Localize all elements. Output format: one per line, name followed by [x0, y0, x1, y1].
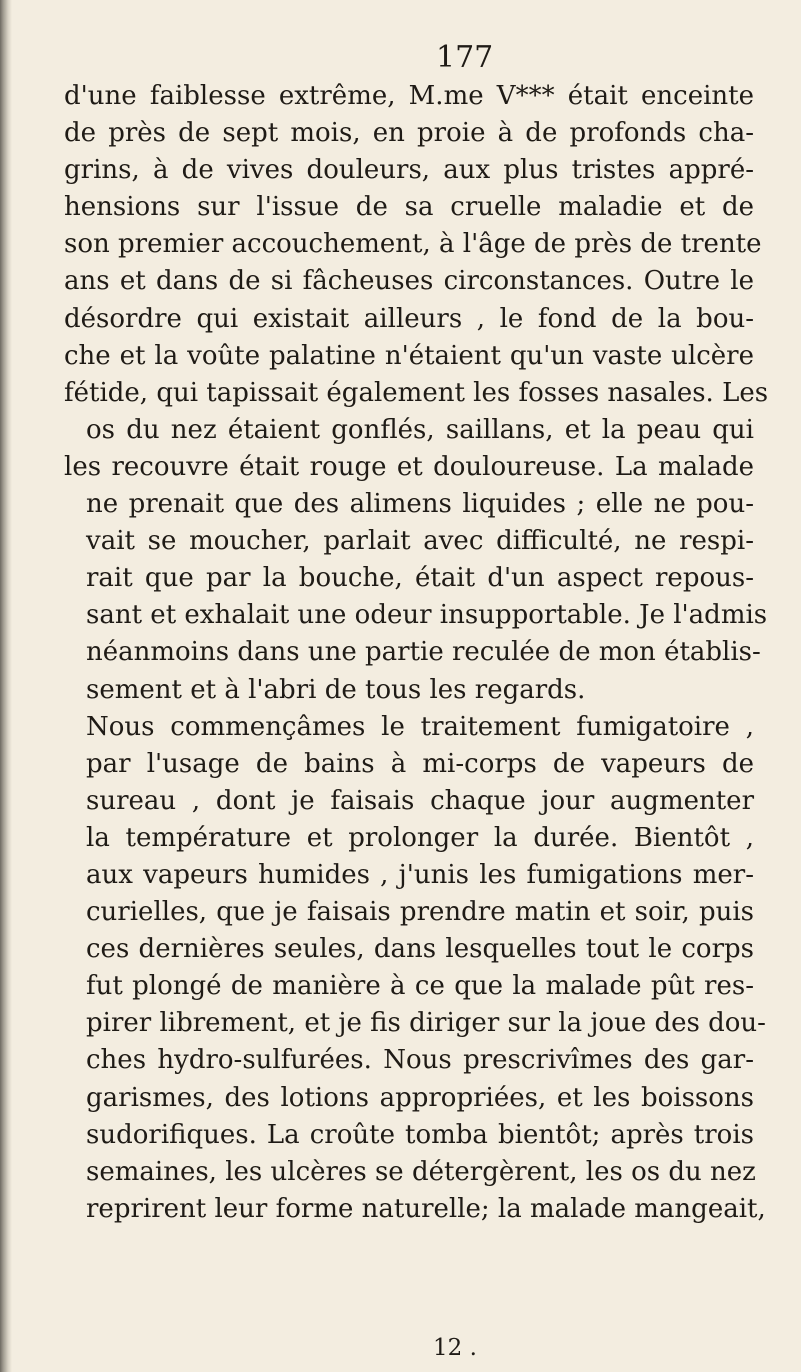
text-line: pirer librement, et je fis diriger sur la joue des dou- — [86, 1008, 766, 1039]
text-line: sureau , dont je faisais chaque jour augmenter — [86, 785, 754, 816]
text-line: Nous commençâmes le traitement fumigatoire , — [86, 711, 754, 742]
text-line: garismes, des lotions appropriées, et les boissons — [86, 1082, 754, 1113]
body-text — [64, 78, 769, 1228]
text-line: ches hydro-sulfurées. Nous prescrivîmes des gar- — [86, 1045, 754, 1076]
text-line: par l'usage de bains à mi-corps de vapeurs de — [86, 748, 754, 779]
text-line: d'une faiblesse extrême, M.me V*** était enceinte — [64, 81, 754, 111]
text-line: reprirent leur forme naturelle; la malade mangeait, — [86, 1193, 766, 1224]
text-line: ans et dans de si fâcheuses circonstances. Outre le — [64, 266, 754, 297]
text-line: grins, à de vives douleurs, aux plus tristes appré- — [64, 155, 754, 186]
text-line: néanmoins dans une partie reculée de mon établis- — [86, 637, 761, 668]
text-line: curielles, que je faisais prendre matin et soir, puis — [86, 897, 754, 928]
text-line: fétide, qui tapissait également les fosses nasales. Les — [64, 377, 769, 408]
printer-signature-mark: 12 . — [433, 1335, 477, 1361]
text-line: rait que par la bouche, était d'un aspect repous- — [86, 563, 754, 594]
text-line: de près de sept mois, en proie à de profonds cha- — [64, 118, 754, 149]
text-line: la température et prolonger la durée. Bientôt , — [86, 822, 754, 853]
text-line: les recouvre était rouge et douloureuse. La malade — [64, 451, 754, 482]
text-line: désordre qui existait ailleurs , le fond de la bou- — [64, 303, 754, 334]
text-line: sant et exhalait une odeur insupportable. Je l'admis — [86, 600, 768, 631]
text-line: hensions sur l'issue de sa cruelle maladie et de — [64, 192, 754, 223]
text-line: aux vapeurs humides , j'unis les fumigations mer- — [86, 859, 754, 890]
text-line: fut plongé de manière à ce que la malade pût res- — [86, 971, 754, 1002]
text-line: son premier accouchement, à l'âge de près de trente — [64, 229, 762, 260]
text-line: sement et à l'abri de tous les regards. — [86, 674, 586, 705]
text-line: semaines, les ulcères se détergèrent, les os du nez — [86, 1156, 756, 1187]
book-spine-shadow — [0, 0, 12, 1372]
page-number: 177 — [436, 40, 494, 75]
text-line: sudorifiques. La croûte tomba bientôt; après trois — [86, 1119, 754, 1150]
text-line: ne prenait que des alimens liquides ; elle ne pou- — [86, 489, 754, 520]
text-line: ces dernières seules, dans lesquelles tout le corps — [86, 934, 754, 965]
text-line: os du nez étaient gonflés, saillans, et la peau qui — [86, 414, 754, 445]
text-line: vait se moucher, parlait avec difficulté, ne respi- — [86, 526, 754, 557]
text-line: che et la voûte palatine n'étaient qu'un vaste ulcère — [64, 340, 754, 371]
